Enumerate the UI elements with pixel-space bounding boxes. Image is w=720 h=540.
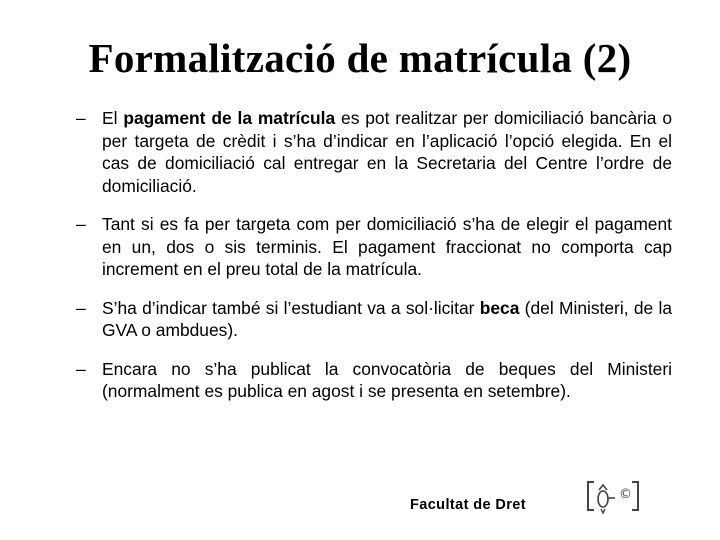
bullet-item [76,297,672,342]
bullet-text-part: El [102,108,124,128]
bullet-dash: – [76,297,86,318]
faculty-logo-icon [582,478,644,518]
bullet-text-bold: pagament de la matrícula [123,108,336,128]
copyright-glyph: © [619,487,632,502]
bullet-dash: – [76,214,86,234]
bullet-item [76,213,672,281]
bullet-text-bold: beca [479,297,520,318]
bullet-item [76,358,672,403]
slide-title: Formalització de matrícula (2) [88,35,632,81]
bullet-text-part: Encara no s’ha publicat la convocatòria de beques del Ministeri (normalment es publica en agost i se presenta en setembre). [102,358,672,401]
bullet-text-part: (del Ministeri, de la GVA o ambdues). [102,297,672,340]
bullet-list [76,107,672,419]
bullet-dash: – [76,358,86,379]
footer-label: Facultat de Dret [410,497,526,513]
bullet-dash: – [76,108,86,128]
bullet-text-part: Tant si es fa per targeta com per domiciliació s’ha de elegir el pagament en un, dos o sis terminis. El pagament fraccionat no comporta cap increment en el preu total de la matrícula. [102,214,672,279]
bullet-text-part: S’ha d’indicar també si l’estudiant va a sol·licitar [102,297,480,318]
bullet-text-part: es pot realitzar per domiciliació bancària o per targeta de crèdit i s’ha d’indicar en l’aplicació l’opció elegida. En el cas de domiciliació cal entregar en la Secretaria del Centre l’ordre de domiciliació. [102,108,672,196]
bullet-item [76,107,672,197]
